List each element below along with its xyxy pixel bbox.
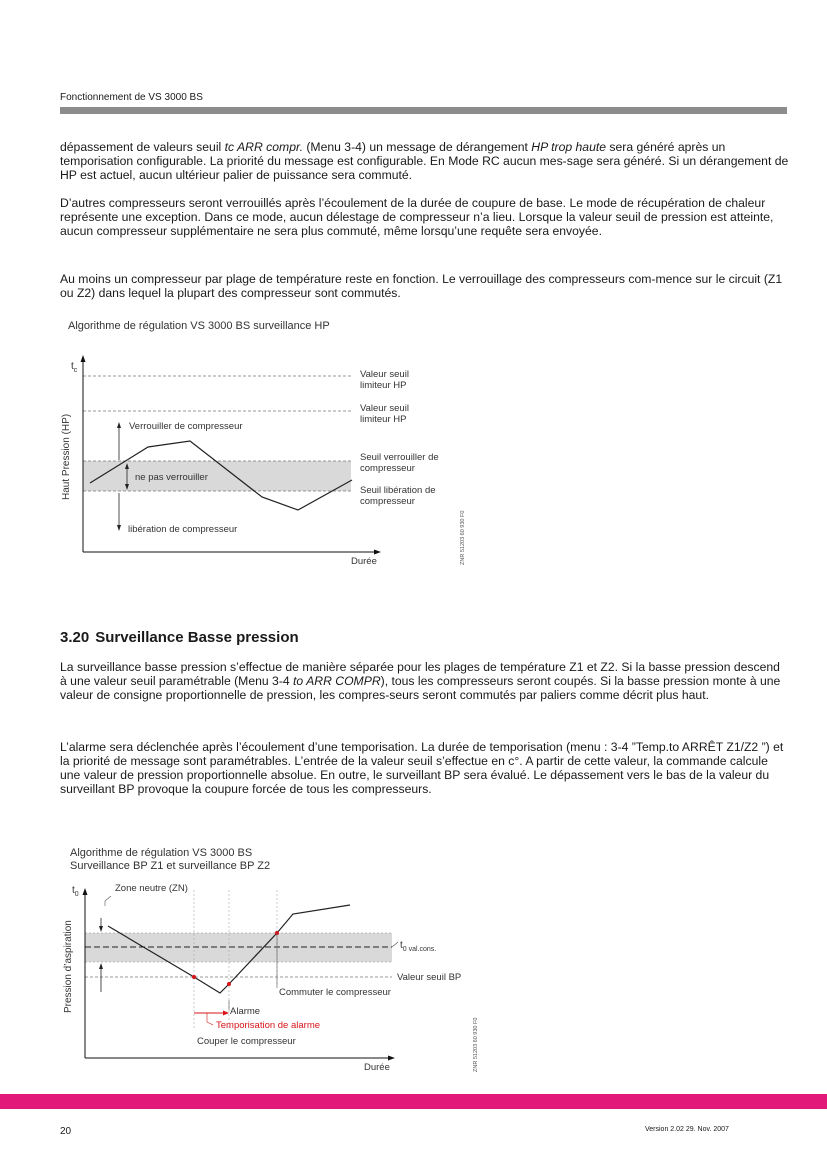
italic-text: tc ARR compr.	[224, 140, 303, 154]
diagram-hp-title: Algorithme de régulation VS 3000 BS surveillance HP	[68, 320, 330, 332]
text-run: L’alarme sera déclenchée après l’écoulement d’une temporisation. La durée de temporisation (menu : 3-4 ”Temp.to ARRÊT Z1/Z2 ”) et la priorité de message sont paramétrables. L’entrée de la valeur seuil s’effectue en c°. A partir de cette valeur, la commande calcule une valeur de pression proportionnelle absolue. En outre, le surveillant BP sera évalué. Le dépassement vers le bas de la valeur du surveillant BP provoque la coupure forcée de tous les compresseurs.	[60, 740, 784, 796]
bp-commuter-label: Commuter le compresseur	[279, 987, 391, 998]
text-run: (Menu 3-4) un message de dérangement	[302, 140, 532, 154]
bp-t0-label: $t_0$	[72, 885, 79, 898]
text-run: La surveillance basse pression s’effectue de manière séparée pour les plages de température Z1 et Z2. Si la basse pression descend à une valeur seuil paramétrable (Menu 3-4	[60, 660, 780, 688]
hp-verrouiller-label: Verrouiller de compresseur	[129, 421, 243, 432]
hp-liberation-label: libération de compresseur	[128, 524, 238, 535]
bp-alarme-label: Alarme	[230, 1006, 261, 1017]
bp-seuil-label: Valeur seuil BP	[397, 972, 462, 983]
italic-text: to ARR COMPR	[293, 674, 381, 688]
diagram-bp-title-line2: Surveillance BP Z1 et surveillance BP Z2	[70, 860, 271, 872]
bp-temporisation-label: Temporisation de alarme	[216, 1020, 321, 1031]
bp-point-couper	[192, 975, 196, 979]
bp-x-axis-label: Durée	[364, 1062, 390, 1073]
hp-seuil1-label: Valeur seuil limiteur HP	[360, 369, 409, 391]
version-info: Version 2.02 29. Nov. 2007	[645, 1126, 729, 1133]
page-number: 20	[60, 1126, 72, 1137]
hp-x-axis-label: Durée	[351, 556, 377, 567]
section-heading: 3.20 Surveillance Basse pression	[60, 629, 299, 646]
bp-zone-neutre-label: Zone neutre (ZN)	[115, 883, 188, 894]
header-title: Fonctionnement de VS 3000 BS	[60, 92, 203, 103]
italic-text: HP trop haute	[531, 140, 607, 154]
hp-tc-label: $t_c$	[71, 361, 78, 374]
hp-nepas-label: ne pas verrouiller	[135, 472, 208, 483]
bp-t0-val-label: $t_{0 val.cons.}$	[400, 940, 437, 953]
text-run: dépassement de valeurs seuil	[60, 140, 225, 154]
text-run: sera généré après un temporisation configurable. La priorité du message est configurable. En Mode RC aucun mes-sage sera généré. Si un dérangement de HP est actuel, aucun ultérieur palier de puissance sera commuté.	[60, 140, 789, 182]
bp-figure-code: ZNR 51203 60 930 F0	[473, 1017, 479, 1072]
text-run: ), tous les compresseurs seront coupés. Si la basse pression monte à une valeur de consigne proportionnelle de pression, les compres-seurs seront commutés par paliers comme décrit plus haut.	[60, 674, 781, 702]
hp-liberation-seuil-label: Seuil libération de compresseur	[360, 485, 436, 507]
bp-y-axis-label: Pression d’aspiration	[63, 920, 74, 1013]
hp-figure-code: ZNR 51203 60 930 F0	[460, 510, 466, 565]
hp-verrouiller-seuil-label: Seuil verrouiller de compresseur	[360, 452, 439, 474]
bp-band	[85, 933, 392, 962]
footer-bar	[0, 1094, 827, 1109]
hp-y-axis-label: Haut Pression (HP)	[61, 413, 72, 500]
text-run: Au moins un compresseur par plage de température reste en fonction. Le verrouillage des compresseurs com-mence sur le circuit (Z1 ou Z2) dans lequel la plupart des compresseur sont commutés.	[60, 272, 783, 300]
text-run: D’autres compresseurs seront verrouillés après l’écoulement de la durée de coupure de base. Le mode de récupération de chaleur représente une exception. Dans ce mode, aucun délestage de compresseur n’a lieu. Lorsque la valeur seuil de pression est atteinte, aucun compresseur supplémentaire ne sera plus commuté, même lorsqu’une requête sera envoyée.	[60, 196, 774, 238]
hp-seuil2-label: Valeur seuil limiteur HP	[360, 403, 409, 425]
bp-point-alarme	[227, 982, 231, 986]
bp-couper-label: Couper le compresseur	[197, 1036, 296, 1047]
bp-y-arrow	[83, 888, 88, 895]
diagram-bp-title-line1: Algorithme de régulation VS 3000 BS	[70, 847, 253, 859]
bp-x-arrow	[388, 1056, 395, 1061]
